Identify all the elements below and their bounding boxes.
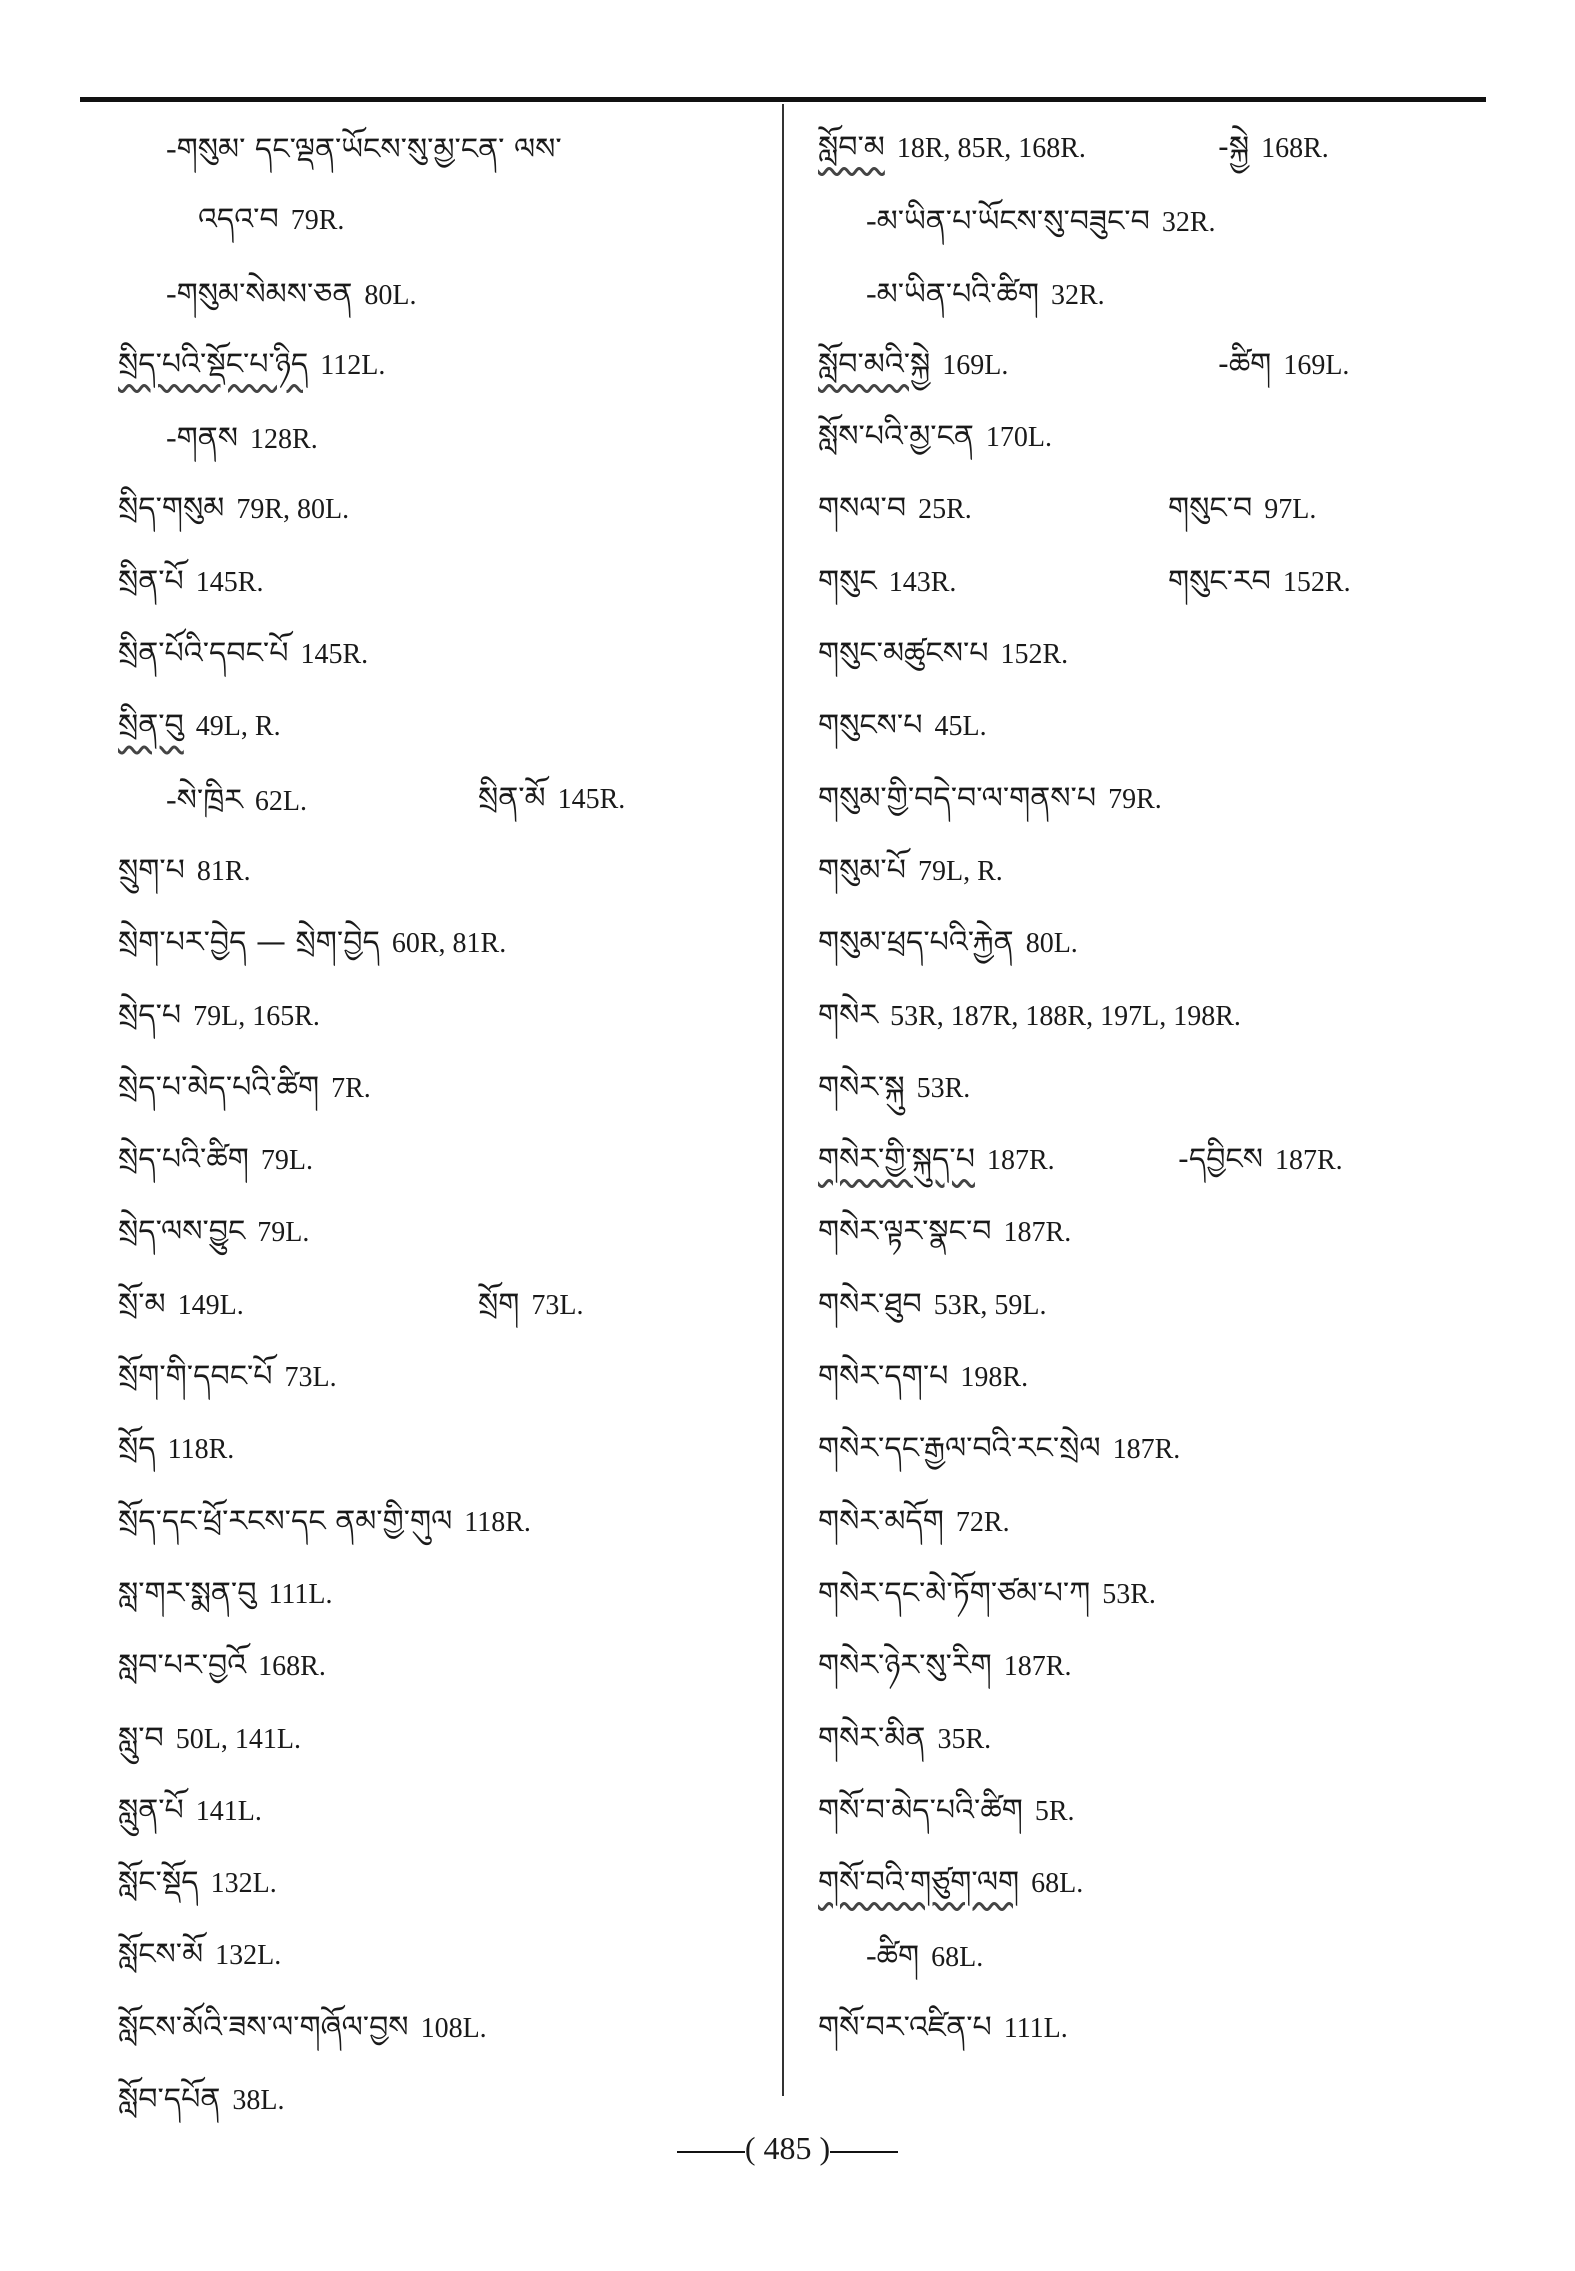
- footer-dash-right: [830, 2151, 898, 2153]
- entry-dash: -: [866, 1937, 877, 1974]
- entry-dash: -: [866, 274, 877, 311]
- entry-term: སླུ་བ: [118, 1720, 164, 1756]
- right-column: [818, 112, 1498, 2064]
- entry-term: གསུང་མཚུངས་པ: [818, 636, 989, 672]
- secondary-entry: [478, 1269, 583, 1345]
- index-entry: [818, 690, 1498, 762]
- entry-term: སློངས་མོའི་ཟས་ལ་གཞོལ་བྱས: [118, 2009, 409, 2045]
- entry-page-ref: 112L.: [320, 349, 386, 381]
- entry-page-ref: 62L.: [254, 785, 308, 817]
- index-entry: [818, 1847, 1498, 1919]
- entry-page-ref: 145R.: [195, 566, 264, 598]
- index-entry: [118, 1341, 798, 1413]
- entry-term: སྲིན་བུ: [118, 708, 184, 744]
- index-entry: [818, 1992, 1498, 2064]
- entry-page-ref: 5R.: [1034, 1795, 1075, 1827]
- secondary-entry-page-ref: 169L.: [1283, 349, 1350, 381]
- index-entry: [818, 980, 1498, 1052]
- entry-term: སྲིད་གསུམ: [118, 491, 225, 527]
- entry-term: སྲེད་པ་མེད་པའི་ཚིག: [118, 1069, 320, 1105]
- entry-term: སློབ་མའི་སྐྱེ: [818, 346, 931, 382]
- entry-term: འདའ་བ: [198, 202, 279, 238]
- entry-page-ref: 187R.: [1112, 1434, 1181, 1466]
- secondary-entry-term: སྲིན་མོ: [478, 780, 546, 816]
- index-entry: [818, 835, 1498, 907]
- entry-term: གསེར་ལྟར་སྣང་བ: [818, 1214, 992, 1250]
- entry-term: སྲིད་པའི་སྡོང་པ་ཉིད: [118, 346, 309, 382]
- entry-term: མ་ཡིན་པ་ཡོངས་སུ་བཟུང་བ: [876, 204, 1150, 240]
- index-entry: [118, 1847, 798, 1919]
- secondary-entry-page-ref: 187R.: [1275, 1145, 1343, 1177]
- index-entry: [818, 1630, 1498, 1702]
- entry-page-ref: 187R.: [1003, 1651, 1072, 1683]
- index-entry: [118, 112, 798, 184]
- entry-page-ref: 79R.: [290, 205, 345, 237]
- secondary-entry-term: -ཚིག: [1218, 346, 1272, 382]
- entry-term: སྲིན་པོ: [118, 563, 184, 599]
- index-entry: [118, 907, 798, 979]
- entry-term: སྲོད: [118, 1431, 156, 1467]
- secondary-entry-term: གསུང་བ: [1168, 491, 1253, 527]
- entry-term: གསེར་མིན: [818, 1720, 926, 1756]
- entry-page-ref: 132L.: [210, 1868, 277, 1900]
- index-entry: [118, 1052, 798, 1124]
- entry-page-ref: 35R.: [937, 1723, 992, 1755]
- entry-dash: -: [166, 130, 177, 166]
- entry-term: གསལ་བ: [818, 491, 907, 527]
- index-entry: [118, 184, 798, 256]
- index-entry: [118, 835, 798, 907]
- index-entry: [818, 112, 1498, 184]
- entry-term: སྲུག་པ: [118, 852, 185, 888]
- entry-page-ref: 108L.: [420, 2012, 487, 2044]
- entry-page-ref: 118R.: [167, 1434, 235, 1466]
- index-entry: [118, 1413, 798, 1485]
- entry-page-ref: 73L.: [284, 1362, 337, 1394]
- entry-dash: -: [166, 780, 177, 817]
- index-entry: [818, 1775, 1498, 1847]
- index-entry: [118, 2064, 798, 2136]
- secondary-entry-page-ref: 152R.: [1282, 566, 1351, 598]
- entry-page-ref: 81R.: [196, 855, 251, 887]
- left-column: [118, 112, 798, 2136]
- entry-term: སྲེད་པ: [118, 997, 182, 1033]
- entry-page-ref: 141L.: [195, 1795, 262, 1827]
- entry-term: གསུམ་ཕྲད་པའི་རྐྱེན: [818, 925, 1014, 961]
- entry-term: མ་ཡིན་པའི་ཚིག: [876, 276, 1039, 312]
- index-entry: [818, 1341, 1498, 1413]
- index-entry: [818, 1919, 1498, 1991]
- entry-term: སློངས་མོ: [118, 1937, 204, 1973]
- index-entry: [118, 1703, 798, 1775]
- index-entry: [818, 763, 1498, 835]
- entry-page-ref: 187R.: [986, 1145, 1055, 1177]
- secondary-entry-term: -སྐྱེ: [1218, 130, 1250, 165]
- entry-page-ref: 79L, R.: [917, 855, 1003, 887]
- entry-term: སྲེད་པའི་ཚིག: [118, 1142, 249, 1178]
- secondary-entry: [1168, 546, 1351, 622]
- entry-term: སླུན་པོ: [118, 1792, 184, 1828]
- index-entry: [118, 546, 798, 618]
- entry-page-ref: 170L.: [985, 422, 1053, 454]
- index-entry: [118, 690, 798, 762]
- index-entry: [118, 618, 798, 690]
- entry-page-ref: 152R.: [1000, 639, 1069, 671]
- entry-page-ref: 80L.: [1025, 928, 1078, 960]
- page-number: ( 485 ): [744, 2130, 831, 2166]
- entry-page-ref: 128R.: [250, 424, 318, 456]
- secondary-entry-term: སྲོག: [478, 1286, 520, 1322]
- entry-page-ref: 53R.: [1102, 1578, 1156, 1610]
- entry-term: སེ་ཁྲིར: [176, 782, 243, 818]
- entry-term: གསུམ་པོ: [818, 852, 906, 888]
- entry-page-ref: 118R.: [464, 1506, 531, 1538]
- entry-term: ཚིག: [876, 1939, 920, 1975]
- entry-page-ref: 79R.: [1108, 783, 1162, 815]
- index-entry: [818, 1196, 1498, 1268]
- entry-page-ref: 149L.: [177, 1289, 244, 1321]
- entry-term: གསེར་ཐུབ: [818, 1286, 922, 1322]
- entry-page-ref: 7R.: [331, 1072, 371, 1104]
- entry-page-ref: 68L.: [1031, 1868, 1084, 1900]
- index-entry: [118, 980, 798, 1052]
- secondary-entry-term: -དབྱིངས: [1178, 1142, 1263, 1178]
- index-entry: [118, 329, 798, 401]
- entry-page-ref: 79R, 80L.: [236, 494, 350, 526]
- entry-page-ref: 80L.: [364, 279, 417, 311]
- entry-page-ref: 79L, 165R.: [193, 1000, 320, 1032]
- index-entry: [118, 1992, 798, 2064]
- secondary-entry: [1218, 112, 1329, 188]
- secondary-entry: [1178, 1124, 1343, 1200]
- entry-term: སྲེག་པར་བྱེད — སྲེག་བྱེད: [118, 925, 380, 961]
- index-entry: [818, 184, 1498, 256]
- entry-page-ref: 143R.: [888, 566, 957, 598]
- entry-dash: -: [866, 202, 877, 239]
- index-entry: [118, 1486, 798, 1558]
- entry-term: གསུམ་ དང་ལྡན་ཡོངས་སུ་མྱ་ངན་ ལས་: [176, 132, 562, 167]
- entry-page-ref: 79L.: [257, 1217, 310, 1249]
- index-entry: [818, 257, 1498, 329]
- secondary-entry-term: གསུང་རབ: [1168, 563, 1271, 599]
- entry-page-ref: 60R, 81R.: [391, 928, 507, 960]
- index-entry: [118, 1124, 798, 1196]
- entry-term: གསུམ་སེམས་ཅན: [176, 276, 353, 312]
- entry-term: སྲོད་དང་ཕྲོ་རངས་དང ནམ་གྱི་གུལ: [118, 1503, 453, 1539]
- entry-page-ref: 32R.: [1161, 207, 1216, 239]
- entry-term: སླབ་པར་བྱའོ: [118, 1648, 247, 1684]
- entry-term: གསེར་མདོག: [818, 1503, 944, 1539]
- index-entry: [818, 329, 1498, 401]
- entry-page-ref: 32R.: [1051, 279, 1105, 311]
- index-entry: [118, 1558, 798, 1630]
- entry-page-ref: 25R.: [918, 494, 972, 526]
- entry-term: གསུང: [818, 563, 877, 599]
- secondary-entry: [478, 763, 625, 839]
- entry-page-ref: 72R.: [955, 1506, 1010, 1538]
- entry-term: གསེར་གྱི་སྐུད་པ: [818, 1142, 975, 1178]
- entry-term: སློང་སྡོད: [118, 1865, 199, 1901]
- entry-term: གསོ་བ་མེད་པའི་ཚིག: [818, 1792, 1023, 1828]
- index-entry: [118, 1919, 798, 1991]
- entry-page-ref: 38L.: [232, 2085, 285, 2117]
- index-entry: [818, 1413, 1498, 1485]
- entry-term: སློབ་མ: [818, 130, 885, 165]
- index-entry: [818, 1269, 1498, 1341]
- entry-term: གསོ་བར་འཛིན་པ: [818, 2009, 992, 2045]
- index-entry: [118, 401, 798, 473]
- entry-term: སྲོག་གི་དབང་པོ: [118, 1359, 273, 1395]
- entry-term: གསེར་དང་མེ་ཏོག་ཙམ་པ་ཀ: [818, 1575, 1091, 1611]
- top-rule: [80, 97, 1486, 102]
- index-entry: [818, 1052, 1498, 1124]
- index-entry: [818, 401, 1498, 473]
- index-entry: [118, 1775, 798, 1847]
- entry-page-ref: 49L, R.: [195, 711, 281, 743]
- secondary-entry: [1218, 329, 1349, 405]
- index-entry: [118, 473, 798, 545]
- entry-page-ref: 45L.: [934, 711, 987, 743]
- entry-page-ref: 169L.: [942, 349, 1009, 381]
- index-entry: [118, 1196, 798, 1268]
- page-footer: [0, 2130, 1575, 2167]
- entry-page-ref: 187R.: [1003, 1217, 1072, 1249]
- entry-term: སླ་གར་སྨན་བུ: [118, 1575, 257, 1611]
- index-entry: [118, 1269, 798, 1341]
- entry-page-ref: 132L.: [215, 1940, 282, 1972]
- entry-page-ref: 68L.: [931, 1942, 984, 1974]
- index-entry: [818, 473, 1498, 545]
- index-entry: [818, 1703, 1498, 1775]
- footer-dash-left: [677, 2151, 745, 2153]
- index-entry: [818, 1124, 1498, 1196]
- entry-term: སྲོ་མ: [118, 1286, 166, 1322]
- secondary-entry-page-ref: 73L.: [531, 1289, 584, 1321]
- entry-term: སློས་པའི་མྱ་ངན: [818, 419, 974, 455]
- index-entry: [818, 618, 1498, 690]
- entry-page-ref: 79L.: [260, 1145, 313, 1177]
- index-entry: [818, 907, 1498, 979]
- entry-dash: -: [166, 419, 177, 456]
- secondary-entry-page-ref: 97L.: [1264, 494, 1317, 526]
- entry-term: གསོ་བའི་གཙུག་ལག: [818, 1865, 1020, 1901]
- entry-page-ref: 53R.: [916, 1072, 971, 1104]
- secondary-entry: [1168, 473, 1316, 549]
- entry-term: གསུངས་པ: [818, 708, 923, 744]
- index-entry: [118, 1630, 798, 1702]
- entry-term: གསེར: [818, 997, 879, 1033]
- entry-term: སློབ་དཔོན: [118, 2082, 221, 2118]
- entry-term: གསུམ་གྱི་བདེ་བ་ལ་གནས་པ: [818, 780, 1097, 816]
- index-entry: [818, 1558, 1498, 1630]
- secondary-entry-page-ref: 145R.: [557, 783, 626, 815]
- entry-term: གསེར་དང་རྒྱལ་བའི་རང་སྲེལ: [818, 1431, 1101, 1467]
- entry-term: གསེར་ཉེར་སུ་རིག: [818, 1648, 992, 1684]
- entry-term: གསེར་སྐུ: [818, 1069, 905, 1105]
- entry-page-ref: 50L, 141L.: [175, 1723, 301, 1755]
- index-entry: [818, 1486, 1498, 1558]
- entry-page-ref: 111L.: [268, 1578, 333, 1610]
- entry-dash: -: [166, 274, 177, 311]
- secondary-entry-page-ref: 168R.: [1261, 133, 1329, 164]
- index-entry: [118, 257, 798, 329]
- entry-term: གསེར་དག་པ: [818, 1359, 949, 1395]
- entry-page-ref: 168R.: [258, 1651, 326, 1683]
- entry-page-ref: 53R, 187R, 188R, 197L, 198R.: [890, 1000, 1241, 1032]
- index-entry: [118, 763, 798, 835]
- entry-term: སྲེད་ལས་བྱུང: [118, 1214, 246, 1250]
- entry-page-ref: 111L.: [1003, 2012, 1068, 2044]
- entry-term: གནས: [176, 421, 239, 457]
- entry-page-ref: 18R, 85R, 168R.: [896, 133, 1086, 164]
- index-entry: [818, 546, 1498, 618]
- entry-page-ref: 198R.: [960, 1362, 1029, 1394]
- entry-page-ref: 145R.: [300, 639, 369, 671]
- entry-page-ref: 53R, 59L.: [933, 1289, 1047, 1321]
- entry-term: སྲིན་པོའི་དབང་པོ: [118, 636, 289, 672]
